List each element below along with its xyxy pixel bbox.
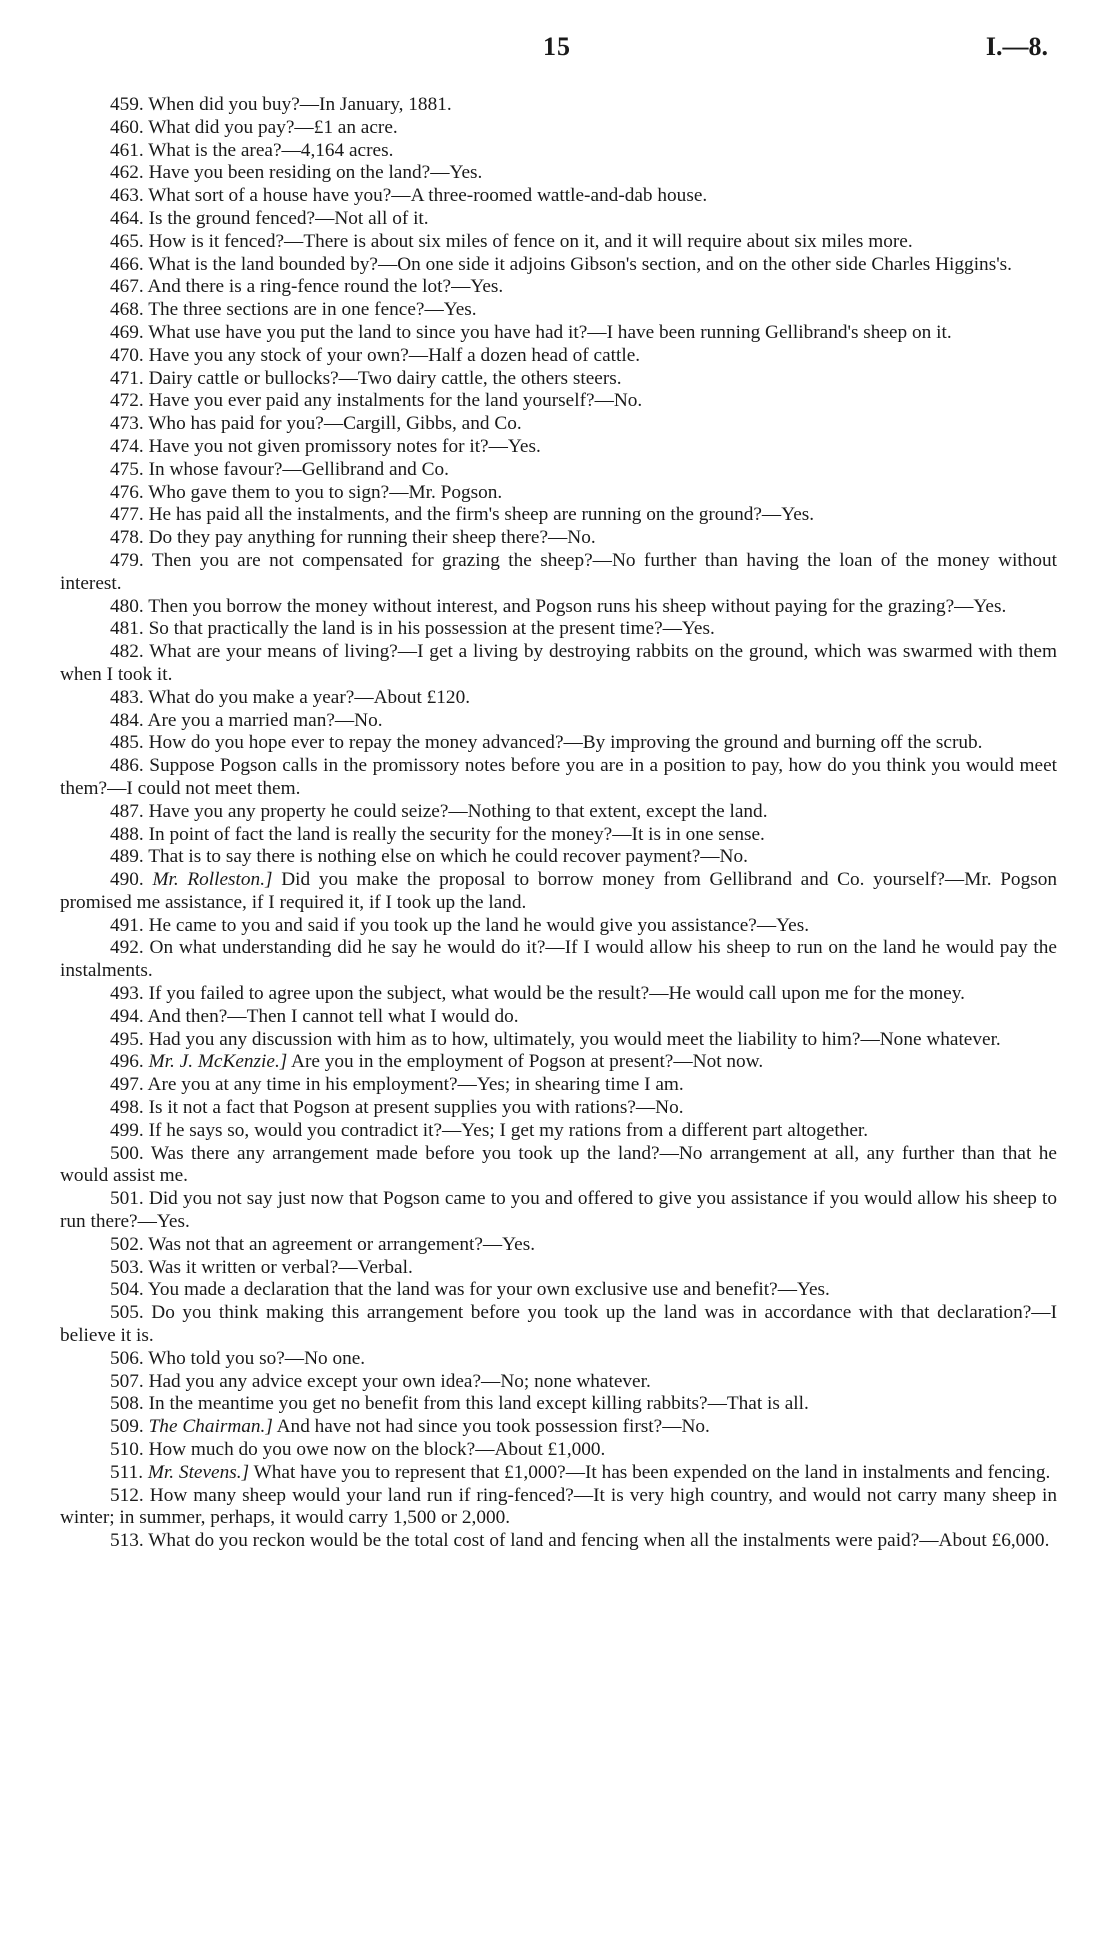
question-number: 477.	[110, 504, 144, 526]
question-number: 489.	[110, 846, 144, 868]
question-number: 508.	[110, 1393, 144, 1415]
question-number: 474.	[110, 435, 144, 457]
qa-entry	[60, 185, 1057, 208]
question-number: 485.	[110, 732, 144, 754]
qa-entry	[60, 550, 1057, 596]
question-answer-text: Are you at any time in his employment?—Yes; in shearing time I am.	[147, 1074, 684, 1096]
question-number: 510.	[110, 1439, 144, 1461]
qa-entry	[60, 869, 1057, 915]
question-answer-text: How do you hope ever to repay the money advanced?—By improving the ground and burning off the scrub.	[148, 732, 983, 754]
question-answer-text: In point of fact the land is really the security for the money?—It is in one sense.	[148, 823, 765, 845]
qa-entry	[60, 687, 1057, 710]
question-answer-text: What did you pay?—£1 an acre.	[148, 116, 398, 138]
qa-entry	[60, 1006, 1057, 1029]
question-answer-text: He has paid all the instalments, and the firm's sheep are running on the ground?—Yes.	[148, 504, 815, 526]
qa-entry	[60, 1439, 1057, 1462]
qa-entry	[60, 94, 1057, 117]
question-number: 492.	[110, 937, 144, 959]
qa-entry	[60, 1530, 1057, 1553]
qa-entry	[60, 846, 1057, 869]
question-number: 484.	[110, 709, 144, 731]
question-answer-text: So that practically the land is in his possession at the present time?—Yes.	[148, 618, 715, 640]
speaker-name: Mr. Rolleston.]	[152, 869, 273, 891]
question-number: 488.	[110, 823, 144, 845]
question-answer-text: In whose favour?—Gellibrand and Co.	[148, 458, 449, 480]
question-answer-text: Who has paid for you?—Cargill, Gibbs, and Co.	[148, 413, 522, 435]
qa-entry	[60, 322, 1057, 345]
question-answer-text: That is to say there is nothing else on which he could recover payment?—No.	[148, 846, 748, 868]
question-answer-text: Had you any advice except your own idea?—No; none whatever.	[148, 1370, 651, 1392]
question-answer-text: When did you buy?—In January, 1881.	[148, 94, 452, 115]
question-number: 467.	[110, 276, 144, 298]
question-number: 507.	[110, 1370, 144, 1392]
question-number: 496.	[110, 1051, 144, 1073]
question-answer-text: Have you been residing on the land?—Yes.	[148, 162, 483, 184]
qa-entry	[60, 983, 1057, 1006]
question-answer-text: Did you not say just now that Pogson came to you and offered to give you assistance if you would allow his sheep to run there?—Yes.	[60, 1188, 1057, 1233]
question-answer-text: What have you to represent that £1,000?—It has been expended on the land in instalments and fencing.	[253, 1461, 1051, 1483]
question-number: 461.	[110, 139, 144, 161]
question-number: 476.	[110, 481, 144, 503]
question-answer-text: Is it not a fact that Pogson at present supplies you with rations?—No.	[148, 1097, 684, 1119]
qa-entry	[60, 755, 1057, 801]
question-answer-text: Dairy cattle or bullocks?—Two dairy cattle, the others steers.	[148, 367, 622, 389]
question-answer-text: Then you borrow the money without interest, and Pogson runs his sheep without paying for the grazing?—Yes.	[148, 595, 1007, 617]
qa-entry	[60, 1234, 1057, 1257]
question-number: 513.	[110, 1530, 144, 1552]
question-number: 465.	[110, 230, 144, 252]
question-answer-text: And then?—Then I cannot tell what I would do.	[147, 1005, 519, 1027]
qa-entry	[60, 231, 1057, 254]
question-answer-text: How many sheep would your land run if ring-fenced?—It is very high country, and would not carry many sheep in winter; in summer, perhaps, it would carry 1,500 or 2,000.	[60, 1484, 1057, 1529]
question-number: 471.	[110, 367, 144, 389]
question-answer-text: Was not that an agreement or arrangement?—Yes.	[148, 1233, 536, 1255]
question-answer-text: Suppose Pogson calls in the promissory notes before you are in a position to pay, how do you think you would meet them?—I could not meet them.	[60, 755, 1057, 799]
question-number: 459.	[110, 94, 144, 115]
qa-entry	[60, 801, 1057, 824]
qa-entry	[60, 208, 1057, 231]
question-answer-text: Had you any discussion with him as to how, ultimately, you would meet the liability to him?—None whatever.	[148, 1028, 1001, 1050]
question-answer-text: What is the land bounded by?—On one side it adjoins Gibson's section, and on the other side Charles Higgins's.	[148, 253, 1012, 275]
qa-entry	[60, 1302, 1057, 1348]
question-answer-text: Are you a married man?—No.	[147, 709, 383, 731]
question-answer-text: What do you reckon would be the total cost of land and fencing when all the instalments were paid?—About £6,000.	[148, 1530, 1050, 1552]
question-answer-text: You made a declaration that the land was for your own exclusive use and benefit?—Yes.	[147, 1279, 830, 1301]
qa-entry	[60, 368, 1057, 391]
qa-entry	[60, 641, 1057, 687]
qa-entry	[60, 732, 1057, 755]
question-number: 472.	[110, 390, 144, 412]
qa-entry	[60, 1393, 1057, 1416]
qa-entry	[60, 710, 1057, 733]
qa-entry	[60, 937, 1057, 983]
question-number: 503.	[110, 1256, 144, 1278]
question-answer-text: Have you any property he could seize?—Nothing to that extent, except the land.	[148, 800, 768, 822]
question-number: 475.	[110, 458, 144, 480]
qa-entry	[60, 299, 1057, 322]
question-number: 478.	[110, 527, 144, 549]
speaker-name: Mr. Stevens.]	[147, 1461, 250, 1483]
qa-entry	[60, 1485, 1057, 1531]
question-answer-text: Who gave them to you to sign?—Mr. Pogson.	[148, 481, 503, 503]
qa-entry	[60, 596, 1057, 619]
qa-entry	[60, 824, 1057, 847]
question-answer-text: Do you think making this arrangement before you took up the land was in accordance with that declaration?—I believe it is.	[60, 1302, 1057, 1347]
question-answer-text: Then you are not compensated for grazing the sheep?—No further than having the loan of the money without interest.	[60, 549, 1057, 594]
qa-entry	[60, 1143, 1057, 1189]
question-answer-text: In the meantime you get no benefit from this land except killing rabbits?—That is all.	[148, 1393, 809, 1415]
speaker-name: The Chairman.]	[148, 1416, 273, 1438]
qa-entry	[60, 504, 1057, 527]
qa-entry	[60, 1120, 1057, 1143]
qa-entry	[60, 162, 1057, 185]
qa-entry	[60, 459, 1057, 482]
qa-entry	[60, 1097, 1057, 1120]
question-number: 487.	[110, 800, 144, 822]
question-number: 495.	[110, 1028, 144, 1050]
question-number: 468.	[110, 299, 144, 321]
page-number: 15	[543, 32, 571, 61]
qa-entry	[60, 1348, 1057, 1371]
question-number: 509.	[110, 1416, 144, 1438]
question-number: 470.	[110, 344, 144, 366]
question-answer-text: And there is a ring-fence round the lot?—Yes.	[147, 276, 504, 298]
qa-entry	[60, 1462, 1057, 1485]
question-number: 483.	[110, 686, 144, 708]
question-number: 494.	[110, 1005, 144, 1027]
qa-entry	[60, 276, 1057, 299]
question-answer-text: The three sections are in one fence?—Yes.	[148, 299, 477, 321]
question-number: 469.	[110, 321, 144, 343]
question-number: 505.	[110, 1302, 144, 1324]
qa-entry	[60, 482, 1057, 505]
qa-entry	[60, 618, 1057, 641]
question-number: 504.	[110, 1279, 144, 1301]
question-number: 480.	[110, 595, 144, 617]
question-answer-text: On what understanding did he say he would do it?—If I would allow his sheep to run on the land he would pay the instalments.	[60, 937, 1057, 982]
qa-entry	[60, 413, 1057, 436]
question-answer-text: What do you make a year?—About £120.	[148, 686, 471, 708]
qa-entry	[60, 254, 1057, 277]
question-number: 463.	[110, 185, 144, 207]
question-number: 462.	[110, 162, 144, 184]
qa-entry	[60, 1371, 1057, 1394]
question-answer-text: Was there any arrangement made before you took up the land?—No arrangement at all, any further than that he would assist me.	[60, 1142, 1057, 1187]
question-answer-text: Have you not given promissory notes for it?—Yes.	[148, 435, 541, 457]
question-number: 479.	[110, 549, 144, 571]
question-answer-text: How is it fenced?—There is about six miles of fence on it, and it will require about six miles more.	[148, 230, 913, 252]
question-number: 491.	[110, 914, 144, 936]
question-answer-text: Do they pay anything for running their sheep there?—No.	[148, 527, 596, 549]
question-number: 497.	[110, 1074, 144, 1096]
testimony-body	[60, 94, 1057, 1553]
qa-entry	[60, 1188, 1057, 1234]
question-number: 499.	[110, 1119, 144, 1141]
question-answer-text: How much do you owe now on the block?—About £1,000.	[148, 1439, 606, 1461]
question-number: 490.	[110, 869, 144, 891]
question-number: 466.	[110, 253, 144, 275]
question-answer-text: If he says so, would you contradict it?—Yes; I get my rations from a different part altogether.	[148, 1119, 869, 1141]
question-number: 506.	[110, 1347, 144, 1369]
question-answer-text: Is the ground fenced?—Not all of it.	[148, 207, 429, 229]
qa-entry	[60, 1416, 1057, 1439]
qa-entry	[60, 345, 1057, 368]
qa-entry	[60, 1051, 1057, 1074]
qa-entry	[60, 390, 1057, 413]
question-number: 501.	[110, 1188, 144, 1210]
question-answer-text: He came to you and said if you took up the land he would give you assistance?—Yes.	[148, 914, 810, 936]
question-answer-text: If you failed to agree upon the subject, what would be the result?—He would call upon me for the money.	[148, 983, 965, 1005]
question-number: 493.	[110, 983, 144, 1005]
question-number: 502.	[110, 1233, 144, 1255]
question-number: 482.	[110, 641, 144, 663]
qa-entry	[60, 1279, 1057, 1302]
question-answer-text: Have you ever paid any instalments for the land yourself?—No.	[148, 390, 643, 412]
question-answer-text: Have you any stock of your own?—Half a dozen head of cattle.	[148, 344, 641, 366]
question-number: 512.	[110, 1484, 144, 1506]
question-number: 500.	[110, 1142, 144, 1164]
qa-entry	[60, 1257, 1057, 1280]
qa-entry	[60, 1074, 1057, 1097]
question-number: 481.	[110, 618, 144, 640]
question-number: 460.	[110, 116, 144, 138]
question-answer-text: Was it written or verbal?—Verbal.	[148, 1256, 413, 1278]
question-answer-text: What are your means of living?—I get a living by destroying rabbits on the ground, which was swarmed with them when I took it.	[60, 641, 1057, 685]
qa-entry	[60, 527, 1057, 550]
question-answer-text: Did you make the proposal to borrow money from Gellibrand and Co. yourself?—Mr. Pogson promised me assistance, if I required it, if I took up the land.	[60, 869, 1057, 913]
question-number: 511.	[110, 1461, 144, 1483]
qa-entry	[60, 1029, 1057, 1052]
question-answer-text: What use have you put the land to since you have had it?—I have been running Gellibrand's sheep on it.	[148, 321, 952, 343]
qa-entry	[60, 915, 1057, 938]
question-answer-text: What sort of a house have you?—A three-roomed wattle-and-dab house.	[148, 185, 708, 207]
question-number: 464.	[110, 207, 144, 229]
qa-entry	[60, 436, 1057, 459]
question-answer-text: What is the area?—4,164 acres.	[148, 139, 394, 161]
question-number: 473.	[110, 413, 144, 435]
question-answer-text: Who told you so?—No one.	[148, 1347, 366, 1369]
question-number: 486.	[110, 755, 144, 777]
qa-entry	[60, 140, 1057, 163]
question-answer-text: And have not had since you took possession first?—No.	[276, 1416, 710, 1438]
question-answer-text: Are you in the employment of Pogson at present?—Not now.	[291, 1051, 764, 1073]
qa-entry	[60, 117, 1057, 140]
document-reference: I.—8.	[985, 32, 1048, 61]
question-number: 498.	[110, 1097, 144, 1119]
speaker-name: Mr. J. McKenzie.]	[148, 1051, 288, 1073]
